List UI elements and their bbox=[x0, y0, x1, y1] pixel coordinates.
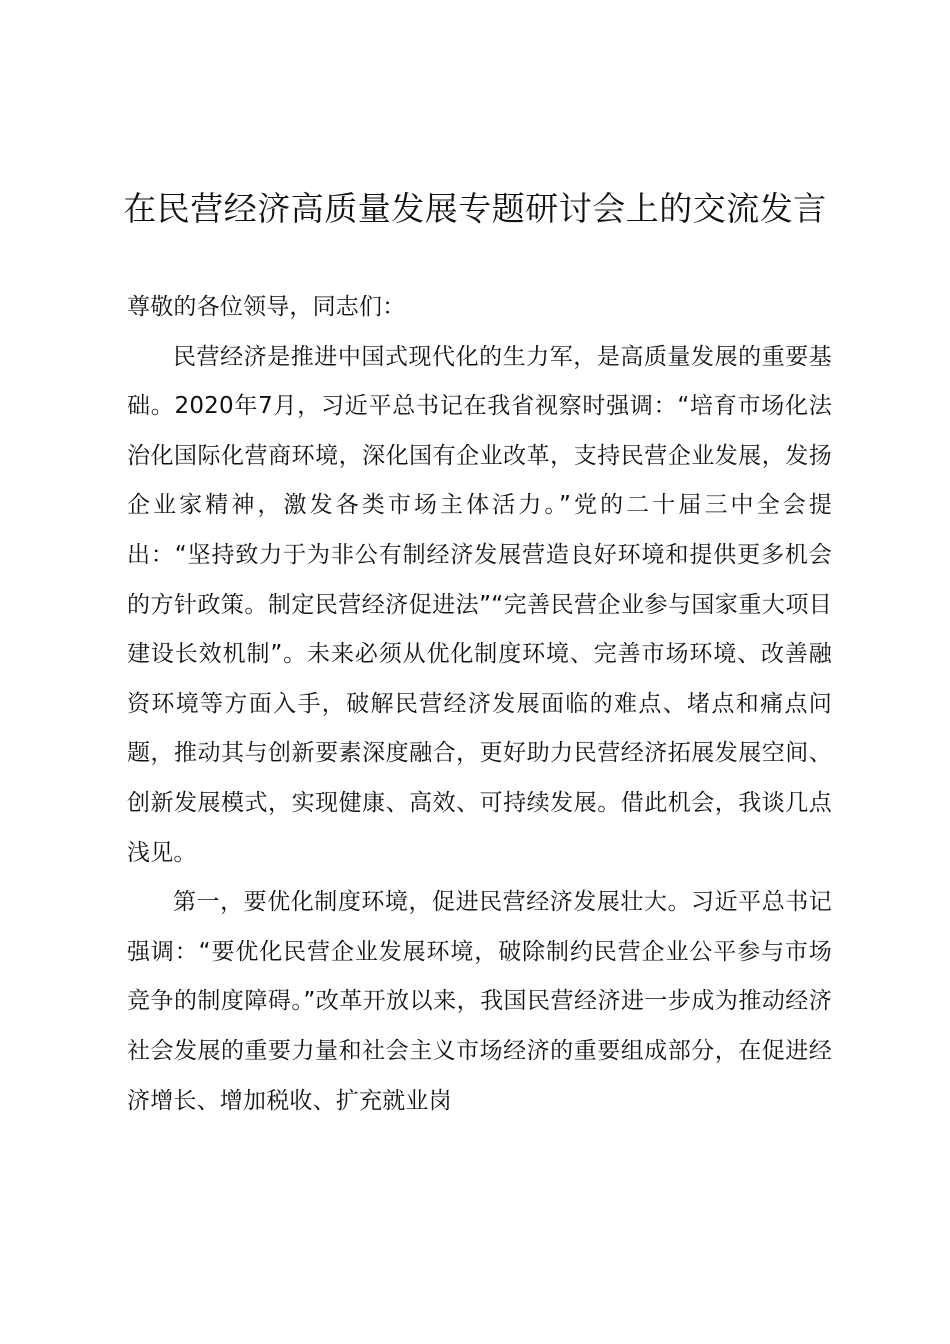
paragraph-intro: 民营经济是推进中国式现代化的生力军，是高质量发展的重要基础。2020年7月，习近平总书记在我省视察时强调：“培育市场化法治化国际化营商环境，深化国有企业改革，支持民营企业发展，发扬企业家精神，激发各类市场主体活力。”党的二十届三中全会提出：“坚持致力于为非公有制经济发展营造良好环境和提供更多机会的方针政策。制定民营经济促进法”“完善民营企业参与国家重大项目建设长效机制”。未来必须从优化制度环境、完善市场环境、改善融资环境等方面入手，破解民营经济发展面临的难点、堵点和痛点问题，推动其与创新要素深度融合，更好助力民营经济拓展发展空间、创新发展模式，实现健康、高效、可持续发展。借此机会，我谈几点浅见。 bbox=[127, 343, 832, 866]
document-body bbox=[127, 283, 832, 1126]
document-title: 在民营经济高质量发展专题研讨会上的交流发言 bbox=[123, 189, 827, 228]
salutation: 尊敬的各位领导，同志们： bbox=[127, 294, 406, 320]
paragraph-first-point: 第一，要优化制度环境，促进民营经济发展壮大。习近平总书记强调：“要优化民营企业发展环境，破除制约民营企业公平参与市场竞争的制度障碍。”改革开放以来，我国民营经济进一步成为推动经济社会发展的重要力量和社会主义市场经济的重要组成部分，在促进经济增长、增加税收、扩充就业岗 bbox=[127, 889, 832, 1114]
